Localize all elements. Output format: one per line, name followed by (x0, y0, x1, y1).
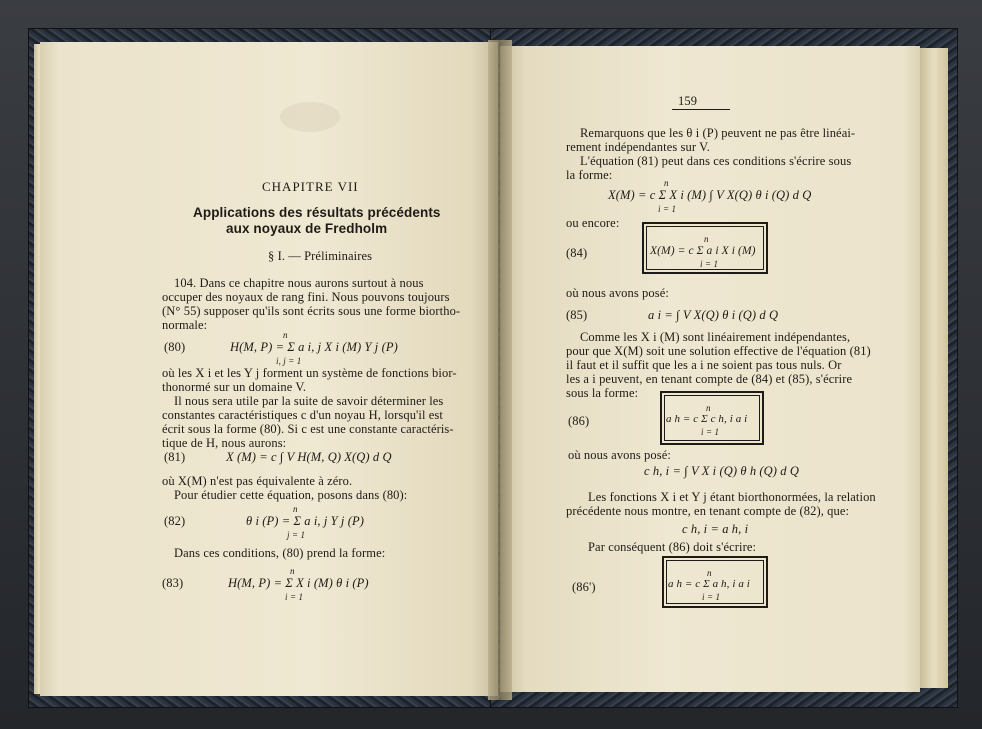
eq-equality: c h, i = a h, i (682, 522, 749, 536)
eq81: X (M) = c ∫ V H(M, Q) X(Q) d Q (226, 450, 392, 464)
section-heading: § I. — Préliminaires (268, 249, 373, 263)
page-number: 159 (678, 94, 698, 108)
eq83-label: (83) (162, 576, 184, 590)
page-number-rule (672, 109, 730, 110)
page-edges-right (920, 48, 948, 688)
eq80-upper: n (283, 330, 288, 340)
eq86-prime: a h = c Σ a h, i a i (668, 578, 750, 590)
right-p2-line4: les a i peuvent, en tenant compte de (84) et (85), s'écrire (566, 372, 853, 386)
text-after-82: Dans ces conditions, (80) prend la forme: (174, 546, 386, 560)
chapter-title-line1: Applications des résultats précédents (193, 205, 441, 220)
paragraph-104-line3: (N° 55) supposer qu'ils sont écrits sous une forme biortho- (162, 304, 461, 318)
eq-a-lower: i = 1 (658, 204, 677, 214)
right-p2-line3: il faut et il suffit que les a i ne soient pas tous nuls. Or (566, 358, 842, 372)
left-page (40, 42, 498, 696)
eq86-lower: i = 1 (701, 427, 720, 437)
right-p4: Par conséquent (86) doit s'écrire: (588, 540, 757, 554)
chapter-title-line2: aux noyaux de Fredholm (226, 221, 388, 236)
ou-encore: ou encore: (566, 216, 620, 230)
eq86-prime-lower: i = 1 (702, 592, 721, 602)
paragraph-104-line1: 104. Dans ce chapitre nous aurons surtout à nous (174, 276, 424, 290)
eq86-prime-upper: n (707, 568, 712, 578)
eq84: X(M) = c Σ a i X i (M) (650, 245, 756, 257)
eq86-prime-label: (86') (572, 580, 596, 594)
text-after-81-line1: où X(M) n'est pas équivalente à zéro. (162, 474, 353, 488)
right-p1-line4: la forme: (566, 168, 613, 182)
right-p2-line2: pour que X(M) soit une solution effective de l'équation (81) (566, 344, 871, 358)
right-p3-line2: précédente nous montre, en tenant compte de (82), que: (566, 504, 850, 518)
eq83-lower: i = 1 (285, 592, 304, 602)
chapter-heading: CHAPITRE VII (262, 179, 359, 194)
eq-a: X(M) = c Σ X i (M) ∫ V X(Q) θ i (Q) d Q (608, 188, 812, 202)
right-page (500, 46, 920, 692)
eq83: H(M, P) = Σ X i (M) θ i (P) (228, 576, 369, 590)
eq82-lower: j = 1 (287, 530, 306, 540)
ou-nous-avons-pose-1: où nous avons posé: (566, 286, 669, 300)
paragraph-104-line2: occuper des noyaux de rang fini. Nous pouvons toujours (162, 290, 450, 304)
eq84-label: (84) (566, 246, 588, 260)
text-after-80-line5: écrit sous la forme (80). Si c est une constante caractéris- (162, 422, 454, 436)
eq80: H(M, P) = Σ a i, j X i (M) Y j (P) (230, 340, 398, 354)
right-p3-line1: Les fonctions X i et Y j étant biorthonormées, la relation (588, 490, 876, 504)
eq82-upper: n (293, 504, 298, 514)
book-gutter (488, 40, 512, 700)
eq85: a i = ∫ V X(Q) θ i (Q) d Q (648, 308, 779, 322)
eq-ch: c h, i = ∫ V X i (Q) θ h (Q) d Q (644, 464, 799, 478)
right-p2-line1: Comme les X i (M) sont linéairement indépendantes, (580, 330, 851, 344)
text-after-80-line6: tique de H, nous aurons: (162, 436, 287, 450)
eq80-label: (80) (164, 340, 186, 354)
eq80-lower: i, j = 1 (276, 356, 302, 366)
text-after-80-line1: où les X i et les Y j forment un système de fonctions bior- (162, 366, 457, 380)
text-after-80-line3: Il nous sera utile par la suite de savoir déterminer les (174, 394, 444, 408)
right-p2-line5: sous la forme: (566, 386, 639, 400)
eq81-label: (81) (164, 450, 186, 464)
right-p1-line1: Remarquons que les θ i (P) peuvent ne pas être linéai- (580, 126, 856, 140)
text-after-81-line2: Pour étudier cette équation, posons dans (80): (174, 488, 408, 502)
eq-a-upper: n (664, 178, 669, 188)
eq84-lower: i = 1 (700, 259, 719, 269)
eq82-label: (82) (164, 514, 186, 528)
ou-nous-avons-pose-2: où nous avons posé: (568, 448, 671, 462)
eq84-upper: n (704, 234, 709, 244)
paragraph-104-line4: normale: (162, 318, 208, 332)
text-after-80-line2: thonormé sur un domaine V. (162, 380, 307, 394)
eq86-label: (86) (568, 414, 590, 428)
eq86-upper: n (706, 403, 711, 413)
eq82: θ i (P) = Σ a i, j Y j (P) (246, 514, 364, 528)
right-p1-line2: rement indépendantes sur V. (566, 140, 710, 154)
text-after-80-line4: constantes caractéristiques c d'un noyau H, lorsqu'il est (162, 408, 443, 422)
eq85-label: (85) (566, 308, 588, 322)
right-p1-line3: L'équation (81) peut dans ces conditions s'écrire sous (580, 154, 852, 168)
eq83-upper: n (290, 566, 295, 576)
eq86: a h = c Σ c h, i a i (666, 413, 748, 425)
